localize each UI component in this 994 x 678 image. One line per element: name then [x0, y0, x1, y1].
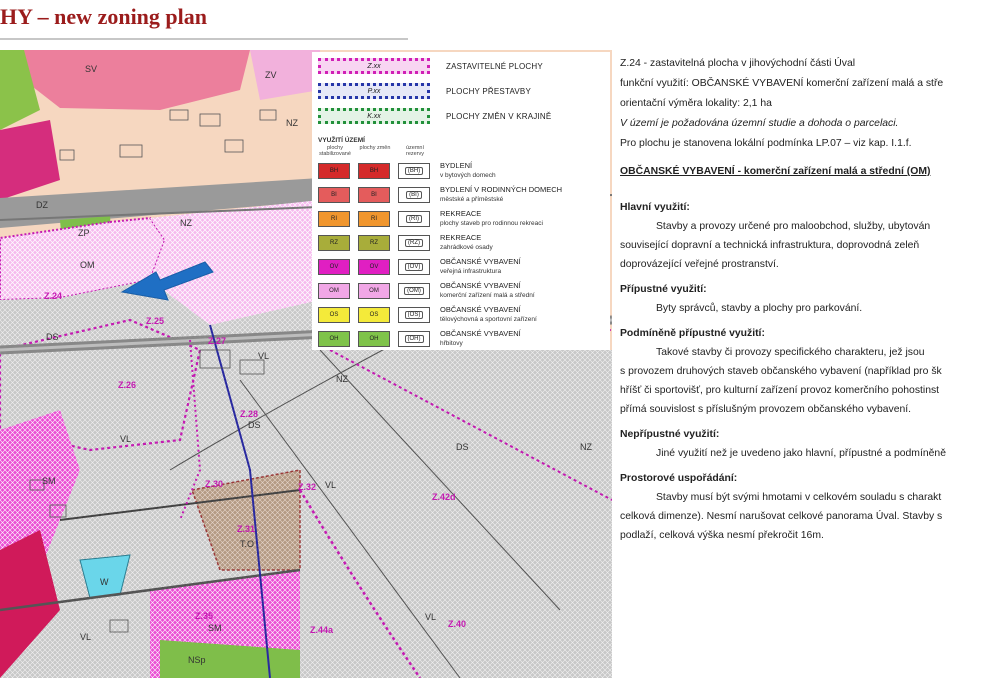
legend-swatch-z: Z.xx — [318, 58, 430, 74]
map-label-om: OM — [80, 260, 95, 270]
legend-usage-sub: v bytových domech — [440, 172, 496, 179]
map-label-vl: VL — [325, 480, 337, 490]
doc-line: funkční využití: OBČANSKÉ VYBAVENÍ komerční zařízení malá a stře — [620, 78, 944, 89]
map-label-vl: VL — [120, 434, 132, 444]
map-label-z28[interactable]: Z.28 — [240, 409, 259, 419]
map-label-z42d[interactable]: Z.42d — [432, 492, 456, 502]
legend-usage-code: RZ — [370, 240, 378, 246]
legend-usage-code: (RZ) — [405, 239, 423, 247]
legend-usage-name: BYDLENÍ — [440, 161, 473, 170]
map-label-nsp: NSp — [188, 655, 206, 665]
legend-swatch-k: K.xx — [318, 108, 430, 124]
map-label-zp: ZP — [78, 228, 90, 238]
map-label-z32[interactable]: Z.32 — [298, 482, 317, 492]
legend-usage-code: BI — [371, 192, 377, 198]
map-label-nz: NZ — [336, 374, 348, 384]
legend-swatch-stabilized — [318, 235, 350, 251]
legend-swatch-changes — [358, 283, 390, 299]
legend-swatch-changes — [358, 211, 390, 227]
map-label-z31[interactable]: Z.31 — [237, 524, 256, 534]
map-label-vl: VL — [80, 632, 92, 642]
legend-label-p: PLOCHY PŘESTAVBY — [446, 86, 532, 96]
legend-swatch-changes — [358, 187, 390, 203]
doc-line: doprovázející veřejné prostranství. — [620, 259, 779, 270]
doc-line: související dopravní a technická infrastruktura, doprovodná zeleň — [620, 240, 920, 251]
legend-row-prestavby — [318, 81, 532, 101]
map-label-sv: SV — [85, 64, 98, 74]
legend-usage-label — [440, 257, 521, 276]
doc-line: Stavby musí být svými hmotami v celkovém souladu s charakt — [656, 492, 942, 503]
legend-usage-name: BYDLENÍ V RODINNÝCH DOMECH — [440, 185, 563, 194]
legend-usage-code: BH — [369, 168, 379, 174]
legend-row-krajina — [318, 106, 552, 126]
map-label-z40[interactable]: Z.40 — [448, 619, 467, 629]
doc-line: hříšť či sportovišť, pro kulturní zařízení provoz komerčního pohostinst — [620, 385, 940, 396]
legend-usage-label — [440, 281, 535, 300]
legend-usage-sub: veřejná infrastruktura — [440, 268, 502, 275]
legend-swatch-changes — [358, 259, 390, 275]
map-label-sm: SM — [42, 476, 56, 486]
legend-swatch-stabilized — [318, 187, 350, 203]
legend-usage-code: OS — [369, 312, 379, 318]
map-label-z25[interactable]: Z.25 — [146, 316, 165, 326]
legend-usage-name: OBČANSKÉ VYBAVENÍ — [440, 329, 521, 338]
legend-swatch-reserve — [398, 235, 430, 251]
map-label-z27[interactable]: Z.27 — [208, 336, 227, 346]
title-divider — [0, 38, 408, 40]
legend-usage-code: (BH) — [405, 167, 423, 175]
map-label-ds: DS — [248, 420, 261, 430]
legend-usage-code: OV — [329, 264, 339, 270]
doc-line: Takové stavby či provozy specifického charakteru, jež jsou — [656, 347, 925, 358]
legend-col-head-changes: plochy změn — [359, 145, 391, 151]
legend-usage-code: OM — [369, 288, 379, 294]
legend-usage-code: RI — [371, 216, 377, 222]
legend-label-k: PLOCHY ZMĚN V KRAJINĚ — [446, 111, 552, 121]
legend-swatch-reserve — [398, 307, 430, 323]
map-label-w: W — [100, 577, 109, 587]
map-label-dz: DZ — [36, 200, 48, 210]
legend-usage-sub: městské a příměstské — [440, 196, 504, 203]
legend-usage-code: RZ — [330, 240, 338, 246]
map-label-ds: DS — [46, 332, 59, 342]
legend-usage-code: BH — [329, 168, 339, 174]
legend-swatch-changes — [358, 235, 390, 251]
doc-line: Jiné využití než je uvedeno jako hlavní, přípustné a podmíněně — [656, 448, 946, 459]
legend-usage-label — [440, 185, 562, 204]
legend-swatch-stabilized — [318, 283, 350, 299]
legend-usage-code: (BI) — [406, 191, 422, 199]
map-label-z26[interactable]: Z.26 — [118, 380, 137, 390]
legend-swatch-stabilized — [318, 307, 350, 323]
legend-row-zastavitelne — [318, 56, 543, 76]
doc-section-heading: OBČANSKÉ VYBAVENÍ - komerční zařízení malá a střední (OM) — [620, 166, 931, 177]
legend-usage-code: OM — [329, 288, 339, 294]
legend-usage-code: (OM) — [404, 287, 424, 295]
legend-swatch-stabilized — [318, 211, 350, 227]
doc-line: celková dimenze). Nesmí narušovat celkové panorama Úval. Stavby s — [620, 511, 943, 522]
map-label-ds: DS — [456, 442, 469, 452]
legend-swatch-reserve — [398, 163, 430, 179]
legend-swatch-stabilized — [318, 163, 350, 179]
legend-usage-name: OBČANSKÉ VYBAVENÍ — [440, 257, 521, 266]
legend-swatch-reserve — [398, 331, 430, 347]
legend-usage-label — [440, 209, 543, 228]
legend-usage-sub: hřbitovy — [440, 340, 463, 347]
legend-usage-label — [440, 233, 493, 252]
map-label-to: T.O — [240, 539, 255, 549]
doc-subheading: Přípustné využití: — [620, 284, 707, 295]
doc-line: orientační výměra lokality: 2,1 ha — [620, 98, 772, 109]
legend-usage-code: (RI) — [406, 215, 422, 223]
map-label-sm: SM — [208, 623, 222, 633]
map-label-z44a[interactable]: Z.44a — [310, 625, 334, 635]
map-label-zv: ZV — [265, 70, 277, 80]
legend-swatch-changes — [358, 307, 390, 323]
legend-swatch-p: P.xx — [318, 83, 430, 99]
legend-swatch-reserve — [398, 259, 430, 275]
legend-usage-code: (OH) — [405, 335, 424, 343]
map-legend — [312, 52, 610, 350]
legend-swatch-changes — [358, 163, 390, 179]
legend-usage-code: OH — [329, 336, 339, 342]
map-label-vl: VL — [425, 612, 437, 622]
legend-usage-name: REKREACE — [440, 209, 482, 218]
doc-subheading: Hlavní využití: — [620, 202, 690, 213]
legend-swatch-stabilized — [318, 259, 350, 275]
zoning-document-excerpt — [616, 52, 994, 678]
map-label-nz: NZ — [286, 118, 298, 128]
legend-usage-code: (OS) — [405, 311, 424, 319]
legend-usage-sub: tělovýchovná a sportovní zařízení — [440, 316, 537, 323]
doc-line: V území je požadována územní studie a dohoda o parcelaci. — [620, 118, 899, 129]
legend-swatch-reserve — [398, 283, 430, 299]
legend-usage-code: (OV) — [405, 263, 424, 271]
doc-line: Byty správců, stavby a plochy pro parkování. — [656, 303, 863, 314]
map-label-z24[interactable]: Z.24 — [44, 291, 63, 301]
map-label-z30[interactable]: Z.30 — [205, 479, 224, 489]
doc-line: Stavby a provozy určené pro maloobchod, služby, ubytován — [656, 221, 931, 232]
legend-usage-code: BI — [331, 192, 337, 198]
legend-usage-sub: plochy staveb pro rodinnou rekreaci — [440, 220, 543, 227]
doc-line: Pro plochu je stanovena lokální podmínka LP.07 – viz kap. I.1.f. — [620, 138, 912, 149]
legend-usage-code: OV — [369, 264, 379, 270]
doc-line: podlaží, celková výška nesmí překročit 16m. — [620, 530, 824, 541]
doc-line: přímá souvislost s příslušným provozem občanského vybavení. — [620, 404, 912, 415]
legend-usage-sub: komerční zařízení malá a střední — [440, 292, 535, 299]
map-label-z35[interactable]: Z.35 — [195, 611, 214, 621]
legend-usage-name: OBČANSKÉ VYBAVENÍ — [440, 305, 521, 314]
legend-col-head-stabilized: plochy stabilizované — [319, 145, 351, 157]
legend-usage-label — [440, 329, 521, 348]
page-title: HY – new zoning plan — [0, 4, 208, 29]
legend-usage-code: RI — [331, 216, 337, 222]
map-label-nz: NZ — [180, 218, 192, 228]
doc-subheading: Nepřípustné využití: — [620, 429, 720, 440]
legend-usage-code: OS — [329, 312, 339, 318]
legend-usage-code: OH — [369, 336, 379, 342]
doc-line: s provozem druhových staveb občanského vybavení (například pro šk — [620, 366, 942, 377]
doc-subheading: Podmíněně přípustné využití: — [620, 328, 765, 339]
doc-subheading: Prostorové uspořádání: — [620, 473, 738, 484]
map-label-vl: VL — [258, 351, 270, 361]
legend-swatch-changes — [358, 331, 390, 347]
doc-line: Z.24 - zastavitelná plocha v jihovýchodní části Úval — [620, 58, 856, 69]
legend-col-head-reserves: územní rezervy — [405, 145, 425, 157]
legend-usage-label — [440, 305, 537, 324]
legend-usage-name: REKREACE — [440, 233, 482, 242]
legend-label-z: ZASTAVITELNÉ PLOCHY — [446, 61, 543, 71]
legend-usage-title: VYUŽITÍ ÚZEMÍ — [318, 137, 365, 144]
legend-swatch-reserve — [398, 211, 430, 227]
legend-swatch-reserve — [398, 187, 430, 203]
legend-usage-sub: zahrádkové osady — [440, 244, 493, 251]
legend-usage-name: OBČANSKÉ VYBAVENÍ — [440, 281, 521, 290]
map-label-nz: NZ — [580, 442, 592, 452]
legend-usage-label — [440, 161, 496, 180]
legend-swatch-stabilized — [318, 331, 350, 347]
